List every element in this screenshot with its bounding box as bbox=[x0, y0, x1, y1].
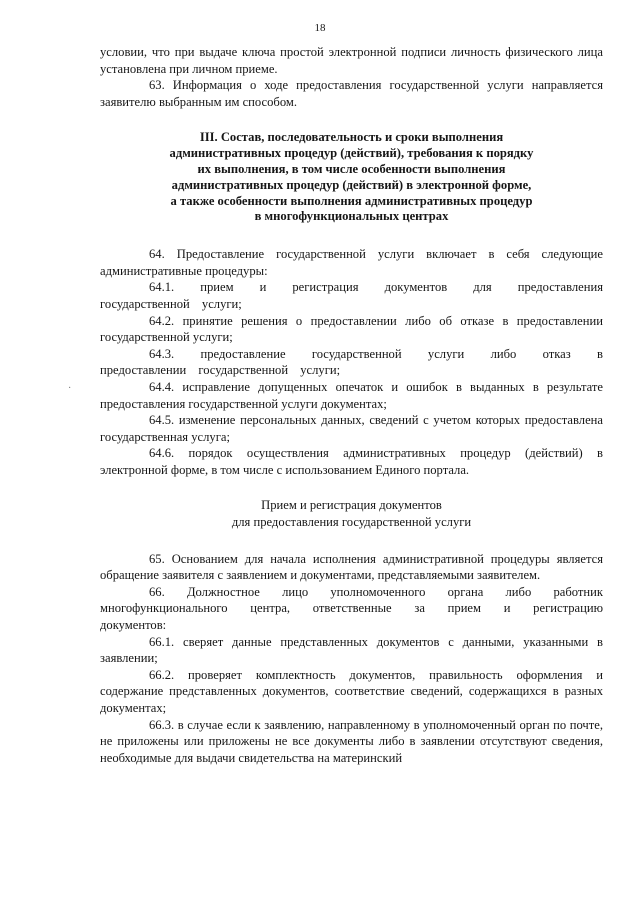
paragraph-66-1: 66.1. сверяет данные представленных документов с данными, указанными в заявлении; bbox=[100, 634, 603, 666]
section-title-line: административных процедур (действий) в электронной форме, bbox=[171, 177, 532, 192]
paragraph-64-6: 64.6. порядок осуществления административных процедур (действий) в электронной форме, в том числе с использованием Единого портала. bbox=[100, 446, 603, 477]
paragraph-continuation: условии, что при выдаче ключа простой электронной подписи личность физического лица установлена при личном приеме. bbox=[100, 45, 603, 76]
paragraph-65: 65. Основанием для начала исполнения административной процедуры является обращение заявителя с заявлением и документами, представляемыми заявителем. bbox=[100, 551, 603, 583]
subheading-line: для предоставления государственной услуги bbox=[231, 515, 472, 530]
section-title-line: их выполнения, в том числе особенности выполнения bbox=[197, 161, 506, 176]
section-title-line: в многофункциональных центрах bbox=[254, 209, 449, 224]
section-title-line: административных процедур (действий), требования к порядку bbox=[169, 146, 534, 161]
paragraph-66-3: 66.3. в случае если к заявлению, направленному в уполномоченный орган по почте, не приложены или приложены не все документы либо в заявлении отсутствуют сведения, необходимые для выдачи свидетельства на материнский bbox=[100, 717, 603, 765]
margin-mark: · bbox=[68, 383, 72, 394]
section-title-line: III. Состав, последовательность и сроки выполнения bbox=[199, 130, 504, 145]
paragraph-66: 66. Должностное лицо уполномоченного органа либо работник многофункционального центра, ответственные за прием и регистрацию документов: bbox=[100, 584, 603, 633]
subheading-line: Прием и регистрация документов bbox=[261, 498, 442, 513]
paragraph-64-5: 64.5. изменение персональных данных, сведений с учетом которых предоставлена государственная услуга; bbox=[100, 413, 603, 444]
paragraph-63: 63. Информация о ходе предоставления государственной услуги направляется заявителю выбранным им способом. bbox=[100, 78, 603, 109]
paragraph-64-3: 64.3. предоставление государственной услуги либо отказ в предоставлении государственной услуги; bbox=[100, 346, 603, 378]
paragraph-64-2: 64.2. принятие решения о предоставлении либо об отказе в предоставлении государственной услуги; bbox=[100, 313, 603, 345]
section-title-line: а также особенности выполнения административных процедур bbox=[170, 193, 533, 208]
paragraph-66-2: 66.2. проверяет комплектность документов, правильность оформления и содержание представленных документов, соответствие сведений, содержащихся в разных документах; bbox=[100, 667, 603, 715]
subheading bbox=[100, 497, 603, 530]
page-number: 18 bbox=[314, 22, 326, 34]
document-body bbox=[100, 44, 603, 766]
paragraph-64: 64. Предоставление государственной услуги включает в себя следующие административные процедуры: bbox=[100, 247, 603, 278]
section-title bbox=[100, 130, 603, 225]
paragraph-64-4: 64.4. исправление допущенных опечаток и ошибок в выданных в результате предоставления государственной услуги документах; bbox=[100, 379, 603, 411]
paragraph-64-1: 64.1. прием и регистрация документов для предоставления государственной услуги; bbox=[100, 280, 603, 311]
